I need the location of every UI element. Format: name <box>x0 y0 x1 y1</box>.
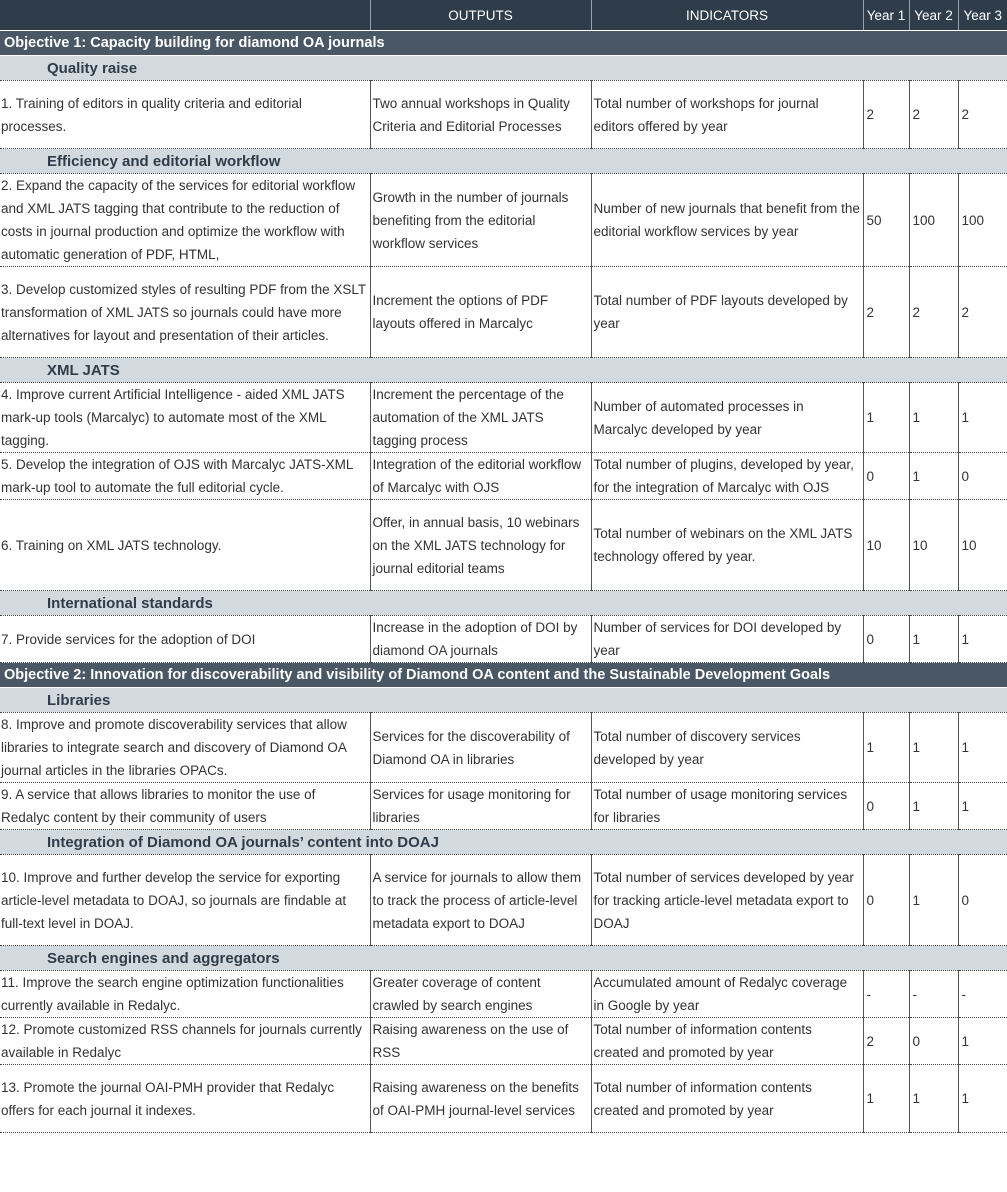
cell-year1: 0 <box>863 855 909 946</box>
cell-indicator: Total number of workshops for journal editors offered by year <box>591 81 863 149</box>
cell-year3: 1 <box>958 1018 1007 1065</box>
cell-year1: 2 <box>863 81 909 149</box>
activity-row <box>0 971 1007 1018</box>
header-year1: Year 1 <box>863 0 909 31</box>
section-title: Quality raise <box>0 56 1007 81</box>
section-title: Libraries <box>0 688 1007 713</box>
cell-indicator: Total number of usage monitoring services for libraries <box>591 783 863 830</box>
cell-activity: 13. Promote the journal OAI-PMH provider that Redalyc offers for each journal it indexes. <box>0 1065 370 1133</box>
cell-activity: 2. Expand the capacity of the services for editorial workflow and XML JATS tagging that contribute to the reduction of costs in journal production and optimize the workflow with automatic generation of PDF, HTML, <box>0 174 370 267</box>
cell-year2: 1 <box>909 1065 958 1133</box>
cell-output: Growth in the number of journals benefiting from the editorial workflow services <box>370 174 591 267</box>
activity-row <box>0 267 1007 358</box>
cell-year2: 10 <box>909 500 958 591</box>
cell-indicator: Number of automated processes in Marcalyc developed by year <box>591 383 863 453</box>
cell-year1: 1 <box>863 383 909 453</box>
cell-year3: 10 <box>958 500 1007 591</box>
cell-indicator: Total number of information contents created and promoted by year <box>591 1018 863 1065</box>
cell-output: Raising awareness on the benefits of OAI-PMH journal-level services <box>370 1065 591 1133</box>
cell-output: Increase in the adoption of DOI by diamond OA journals <box>370 616 591 663</box>
cell-year3: 1 <box>958 383 1007 453</box>
cell-year1: 1 <box>863 713 909 783</box>
activity-row <box>0 500 1007 591</box>
cell-year2: 0 <box>909 1018 958 1065</box>
objective-row <box>0 31 1007 56</box>
cell-activity: 3. Develop customized styles of resulting PDF from the XSLT transformation of XML JATS so journals could have more alternatives for layout and presentation of their articles. <box>0 267 370 358</box>
cell-activity: 8. Improve and promote discoverability services that allow libraries to integrate search and discovery of Diamond OA journal articles in the libraries OPACs. <box>0 713 370 783</box>
cell-activity: 10. Improve and further develop the service for exporting article-level metadata to DOAJ, so journals are findable at full-text level in DOAJ. <box>0 855 370 946</box>
section-title: Efficiency and editorial workflow <box>0 149 1007 174</box>
cell-year1: 0 <box>863 616 909 663</box>
cell-year2: 2 <box>909 267 958 358</box>
section-title: XML JATS <box>0 358 1007 383</box>
header-row <box>0 0 1007 31</box>
activity-row <box>0 453 1007 500</box>
cell-output: A service for journals to allow them to track the process of article-level metadata export to DOAJ <box>370 855 591 946</box>
activity-row <box>0 713 1007 783</box>
cell-activity: 1. Training of editors in quality criteria and editorial processes. <box>0 81 370 149</box>
section-title: Search engines and aggregators <box>0 946 1007 971</box>
cell-year2: 1 <box>909 383 958 453</box>
cell-output: Increment the options of PDF layouts offered in Marcalyc <box>370 267 591 358</box>
cell-year1: 50 <box>863 174 909 267</box>
cell-indicator: Number of new journals that benefit from the editorial workflow services by year <box>591 174 863 267</box>
header-year2: Year 2 <box>909 0 958 31</box>
cell-year1: 0 <box>863 453 909 500</box>
cell-year1: 2 <box>863 1018 909 1065</box>
cell-indicator: Total number of services developed by year for tracking article-level metadata export to DOAJ <box>591 855 863 946</box>
header-indicators: INDICATORS <box>591 0 863 31</box>
cell-indicator: Total number of information contents created and promoted by year <box>591 1065 863 1133</box>
objective-row <box>0 663 1007 688</box>
header-outputs: OUTPUTS <box>370 0 591 31</box>
cell-year3: 2 <box>958 81 1007 149</box>
cell-output: Greater coverage of content crawled by search engines <box>370 971 591 1018</box>
section-title: Integration of Diamond OA journals’ content into DOAJ <box>0 830 1007 855</box>
cell-year3: 1 <box>958 783 1007 830</box>
cell-activity: 12. Promote customized RSS channels for journals currently available in Redalyc <box>0 1018 370 1065</box>
cell-year2: 2 <box>909 81 958 149</box>
cell-year1: 2 <box>863 267 909 358</box>
cell-year3: 0 <box>958 855 1007 946</box>
section-row <box>0 149 1007 174</box>
cell-year3: 0 <box>958 453 1007 500</box>
header-year3: Year 3 <box>958 0 1007 31</box>
cell-year2: 100 <box>909 174 958 267</box>
section-row <box>0 688 1007 713</box>
cell-output: Services for the discoverability of Diamond OA in libraries <box>370 713 591 783</box>
cell-year1: 10 <box>863 500 909 591</box>
cell-year1: 1 <box>863 1065 909 1133</box>
cell-year3: 2 <box>958 267 1007 358</box>
cell-activity: 6. Training on XML JATS technology. <box>0 500 370 591</box>
cell-year2: 1 <box>909 453 958 500</box>
cell-indicator: Total number of discovery services developed by year <box>591 713 863 783</box>
cell-year1: - <box>863 971 909 1018</box>
cell-output: Increment the percentage of the automation of the XML JATS tagging process <box>370 383 591 453</box>
objective-title: Objective 2: Innovation for discoverability and visibility of Diamond OA content and the Sustainable Development Goals <box>0 663 1007 688</box>
cell-activity: 7. Provide services for the adoption of DOI <box>0 616 370 663</box>
section-row <box>0 591 1007 616</box>
cell-indicator: Number of services for DOI developed by year <box>591 616 863 663</box>
cell-year3: - <box>958 971 1007 1018</box>
section-row <box>0 946 1007 971</box>
cell-activity: 4. Improve current Artificial Intelligence - aided XML JATS mark-up tools (Marcalyc) to automate most of the XML tagging. <box>0 383 370 453</box>
cell-year2: 1 <box>909 855 958 946</box>
activity-row <box>0 174 1007 267</box>
cell-indicator: Total number of PDF layouts developed by year <box>591 267 863 358</box>
cell-indicator: Total number of webinars on the XML JATS technology offered by year. <box>591 500 863 591</box>
activity-row <box>0 81 1007 149</box>
activity-row <box>0 1018 1007 1065</box>
activity-row <box>0 1065 1007 1133</box>
cell-year2: 1 <box>909 713 958 783</box>
cell-output: Raising awareness on the use of RSS <box>370 1018 591 1065</box>
cell-year3: 1 <box>958 616 1007 663</box>
cell-output: Integration of the editorial workflow of Marcalyc with OJS <box>370 453 591 500</box>
cell-output: Two annual workshops in Quality Criteria and Editorial Processes <box>370 81 591 149</box>
activity-row <box>0 855 1007 946</box>
cell-activity: 5. Develop the integration of OJS with Marcalyc JATS-XML mark-up tool to automate the full editorial cycle. <box>0 453 370 500</box>
cell-activity: 11. Improve the search engine optimization functionalities currently available in Redalyc. <box>0 971 370 1018</box>
cell-year3: 100 <box>958 174 1007 267</box>
section-title: International standards <box>0 591 1007 616</box>
cell-indicator: Accumulated amount of Redalyc coverage in Google by year <box>591 971 863 1018</box>
activity-row <box>0 616 1007 663</box>
activity-row <box>0 383 1007 453</box>
section-row <box>0 56 1007 81</box>
cell-year1: 0 <box>863 783 909 830</box>
activity-row <box>0 783 1007 830</box>
objective-title: Objective 1: Capacity building for diamond OA journals <box>0 31 1007 56</box>
cell-year3: 1 <box>958 1065 1007 1133</box>
header-activities <box>0 0 370 31</box>
cell-output: Services for usage monitoring for libraries <box>370 783 591 830</box>
cell-year2: 1 <box>909 783 958 830</box>
cell-year3: 1 <box>958 713 1007 783</box>
section-row <box>0 830 1007 855</box>
cell-output: Offer, in annual basis, 10 webinars on the XML JATS technology for journal editorial teams <box>370 500 591 591</box>
cell-year2: - <box>909 971 958 1018</box>
section-row <box>0 358 1007 383</box>
cell-year2: 1 <box>909 616 958 663</box>
cell-activity: 9. A service that allows libraries to monitor the use of Redalyc content by their community of users <box>0 783 370 830</box>
cell-indicator: Total number of plugins, developed by year, for the integration of Marcalyc with OJS <box>591 453 863 500</box>
